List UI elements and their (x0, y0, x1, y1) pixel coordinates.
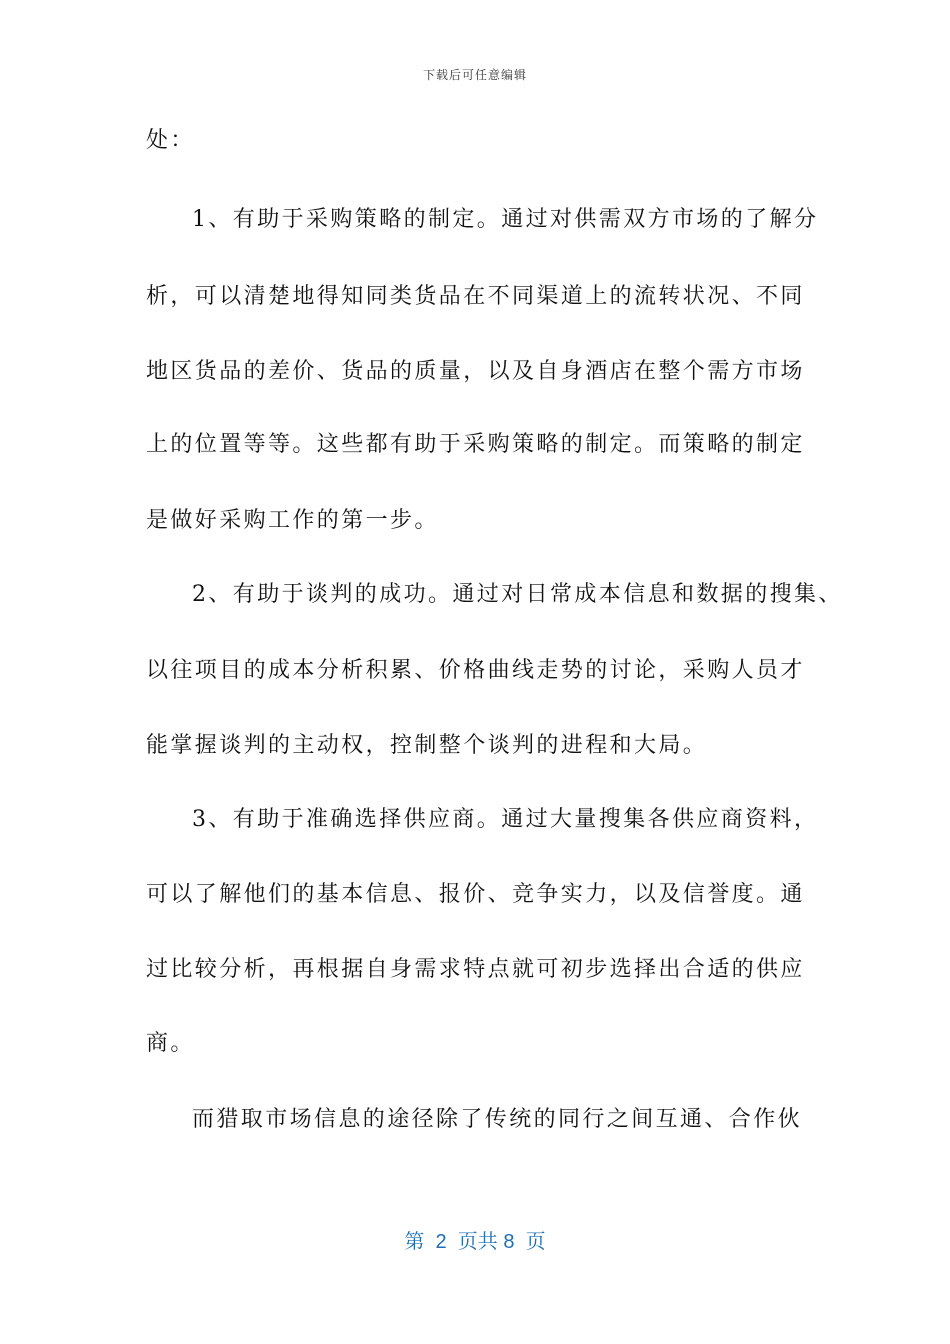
text-line: 以往项目的成本分析积累、价格曲线走势的讨论，采购人员才 (146, 658, 805, 683)
text-line: 过比较分析，再根据自身需求特点就可初步选择出合适的供应 (146, 957, 805, 982)
paragraph-4-line: 而猎取市场信息的途径除了传统的同行之间互通、合作伙 (192, 1107, 803, 1132)
text-line: 处： (146, 128, 195, 153)
text-line: 能掌握谈判的主动权，控制整个谈判的进程和大局。 (146, 733, 708, 758)
paragraph-1-line: 1、有助于采购策略的制定。通过对供需双方市场的了解分 (192, 207, 819, 232)
text-line: 析，可以清楚地得知同类货品在不同渠道上的流转状况、不同 (146, 284, 805, 309)
text-line: 可以了解他们的基本信息、报价、竞争实力，以及信誉度。通 (146, 882, 805, 907)
text-line: 是做好采购工作的第一步。 (146, 508, 439, 533)
text-line: 地区货品的差价、货品的质量，以及自身酒店在整个需方市场 (146, 359, 805, 384)
paragraph-3-line: 3、有助于准确选择供应商。通过大量搜集各供应商资料， (192, 807, 819, 832)
text-line: 上的位置等等。这些都有助于采购策略的制定。而策略的制定 (146, 432, 805, 457)
page-header-note: 下载后可任意编辑 (422, 68, 527, 82)
text-line: 商。 (146, 1031, 195, 1056)
page-number-footer: 第 2 页共 8 页 (404, 1231, 546, 1253)
paragraph-2-line: 2、有助于谈判的成功。通过对日常成本信息和数据的搜集、 (192, 582, 843, 607)
